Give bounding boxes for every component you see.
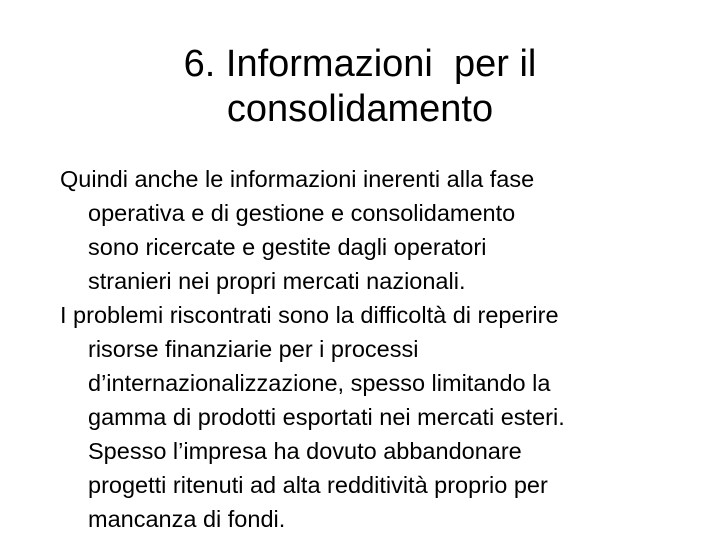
text-line: mancanza di fondi.	[88, 506, 286, 532]
text-line: stranieri nei propri mercati nazionali.	[88, 268, 466, 294]
slide-title	[60, 42, 660, 132]
text-line: progetti ritenuti ad alta redditività proprio per	[88, 472, 548, 498]
paragraph-operations	[60, 162, 700, 298]
slide-body	[60, 162, 700, 536]
slide-title-line: consolidamento	[226, 88, 494, 130]
text-line: risorse finanziarie per i processi	[88, 336, 419, 362]
text-line: Quindi anche le informazioni inerenti alla fase	[60, 166, 535, 192]
text-line: sono ricercate e gestite dagli operatori	[88, 234, 487, 260]
text-line: Spesso l’impresa ha dovuto abbandonare	[88, 438, 522, 464]
text-line: operativa e di gestione e consolidamento	[88, 200, 516, 226]
slide-title-line: 6. Informazioni per il	[183, 43, 537, 85]
text-line: gamma di prodotti esportati nei mercati esteri.	[88, 404, 565, 430]
paragraph-problems	[60, 298, 700, 536]
text-line: d’internazionalizzazione, spesso limitando la	[88, 370, 551, 396]
text-line: I problemi riscontrati sono la difficoltà di reperire	[60, 302, 559, 328]
